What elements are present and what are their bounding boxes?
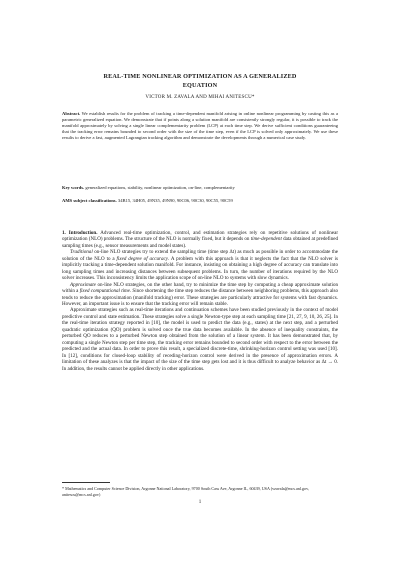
p3-emph-2: fixed computational time bbox=[79, 288, 130, 295]
p2-text-b: . A problem with this approach is that it neglects the fact that the NLO solver is implicitly tracking a time-dependent solution manifold. For instance, insisting on obtaining a high degree of accuracy can translate into long sampling times and increasing distances between subsequent problems. In turn, the number of iterations required by the NLO solver increases. This inconsistency limits the application scope of on-line NLO to systems with slow dynamics. bbox=[62, 255, 338, 282]
title-line-2: EQUATION bbox=[182, 82, 218, 89]
abstract-label: Abstract. bbox=[62, 111, 81, 116]
keywords-label: Key words. bbox=[62, 185, 85, 190]
abstract bbox=[62, 111, 338, 141]
section-title: Introduction. bbox=[68, 230, 98, 236]
p1-emph: time-dependent bbox=[250, 236, 282, 243]
p1-text-a: Advanced real-time optimization, control, and estimation strategies rely on repetitive solutions of nonlinear optimization (NLO) problems. The structure of the NLO is normally fixed, but it depends on bbox=[62, 230, 338, 243]
p2-emph-2: fixed degree of accuracy bbox=[116, 255, 168, 262]
intro-paragraph-3 bbox=[62, 282, 338, 308]
paper-body bbox=[62, 230, 338, 372]
paper-title bbox=[40, 72, 360, 90]
intro-paragraph-2 bbox=[62, 249, 338, 281]
ams-classifications bbox=[62, 198, 338, 204]
footnote-rule bbox=[62, 482, 110, 483]
p2-emph-1: Traditional bbox=[70, 249, 93, 256]
intro-paragraph-1 bbox=[62, 230, 338, 249]
ams-text: 34B15, 34H05, 49N35, 49N90, 90C06, 90C30, 90C55, 90C59 bbox=[117, 198, 233, 203]
keywords-text: generalized equations, stability, nonlinear optimization, on-line, complementarity bbox=[85, 185, 235, 190]
ams-label: AMS subject classifications. bbox=[62, 198, 117, 203]
keywords bbox=[62, 185, 338, 191]
intro-paragraph-4: Approximate strategies such as real-time iterations and continuation schemes have been studied previously in the context of model predictive control and state estimation. These strategies solve a single Newton-type step at each sampling time [21, 27, 9, 10, 26, 25]. In the real-time iteration strategy reported in [10], the model is used to predict the data (e.g., states) at the next step, and a perturbed quadratic optimization (QO) problem is solved once the true data becomes available. In the absence of inequality constraints, the perturbed QO reduces to a perturbed Newton step obtained from the solution of a linear system. It has been demonstrated that, by computing a single Newton step per time step, the tracking error remains bounded to second order with respect to the error between the predicted and the actual data. In order to prove this result, a specialized discrete-time, shrinking-horizon control setting was used [10]. In [12], conditions for closed-loop stability of receding-horizon control were derived in the presence of approximation errors. A limitation of these analyzes is that the impact of the size of the time step gets lost and it is thus difficult to analyze behavior as Δt → 0. In addition, the results cannot be applied directly in other applications. bbox=[62, 307, 338, 372]
p3-text-a: on-line NLO strategies, on the other hand, try to minimize the time step by computing a cheap approximate solution within a bbox=[62, 281, 338, 295]
abstract-text: We establish results for the problem of tracking a time-dependent manifold arising in online nonlinear programming by casting this as a parametric generalized equation. We demonstrate that if points along a solution manifold are consistently strongly regular, it is possible to track the manifold approximately by solving a single linear complementarity problem (LCP) at each time step. We derive sufficient conditions guaranteeing that the tracking error remains bounded to second order with the size of the time step, even if the LCP is solved only approximately. We use these results to derive a fast, augmented Lagrangian tracking algorithm and demonstrate the developments through a numerical case study. bbox=[62, 111, 338, 141]
page-number: 1 bbox=[198, 500, 202, 505]
p1-text-b: data obtained at predefined sampling times (e.g., sensor measurements and model states). bbox=[62, 236, 338, 249]
p2-text-a: on-line NLO strategies try to extend the sampling time (time step Δt) as much as possible in order to accommodate the solution of the NLO to a bbox=[62, 249, 338, 262]
title-line-1: REAL-TIME NONLINEAR OPTIMIZATION AS A GENERALIZED bbox=[103, 73, 297, 80]
author-line: VICTOR M. ZAVALA AND MIHAI ANITESCU* bbox=[145, 95, 255, 100]
section-number: 1. bbox=[62, 230, 66, 236]
p3-text-b: . Since shortening the time step reduces the distance between neighboring problems, this approach also tends to reduce the approximation (manifold tracking) error. These strategies are particularly attractive for systems with fast dynamics. However, an important issue is to ensure that the tracking error will remain stable. bbox=[62, 288, 338, 307]
p3-emph-1: Approximate bbox=[70, 281, 96, 288]
footnote: * Mathematics and Computer Science Division, Argonne National Laboratory, 9700 South Cass Ave, Argonne IL, 60439, USA (vzavala@mcs.anl.gov, anitescu@mcs.anl.gov) bbox=[62, 486, 309, 497]
